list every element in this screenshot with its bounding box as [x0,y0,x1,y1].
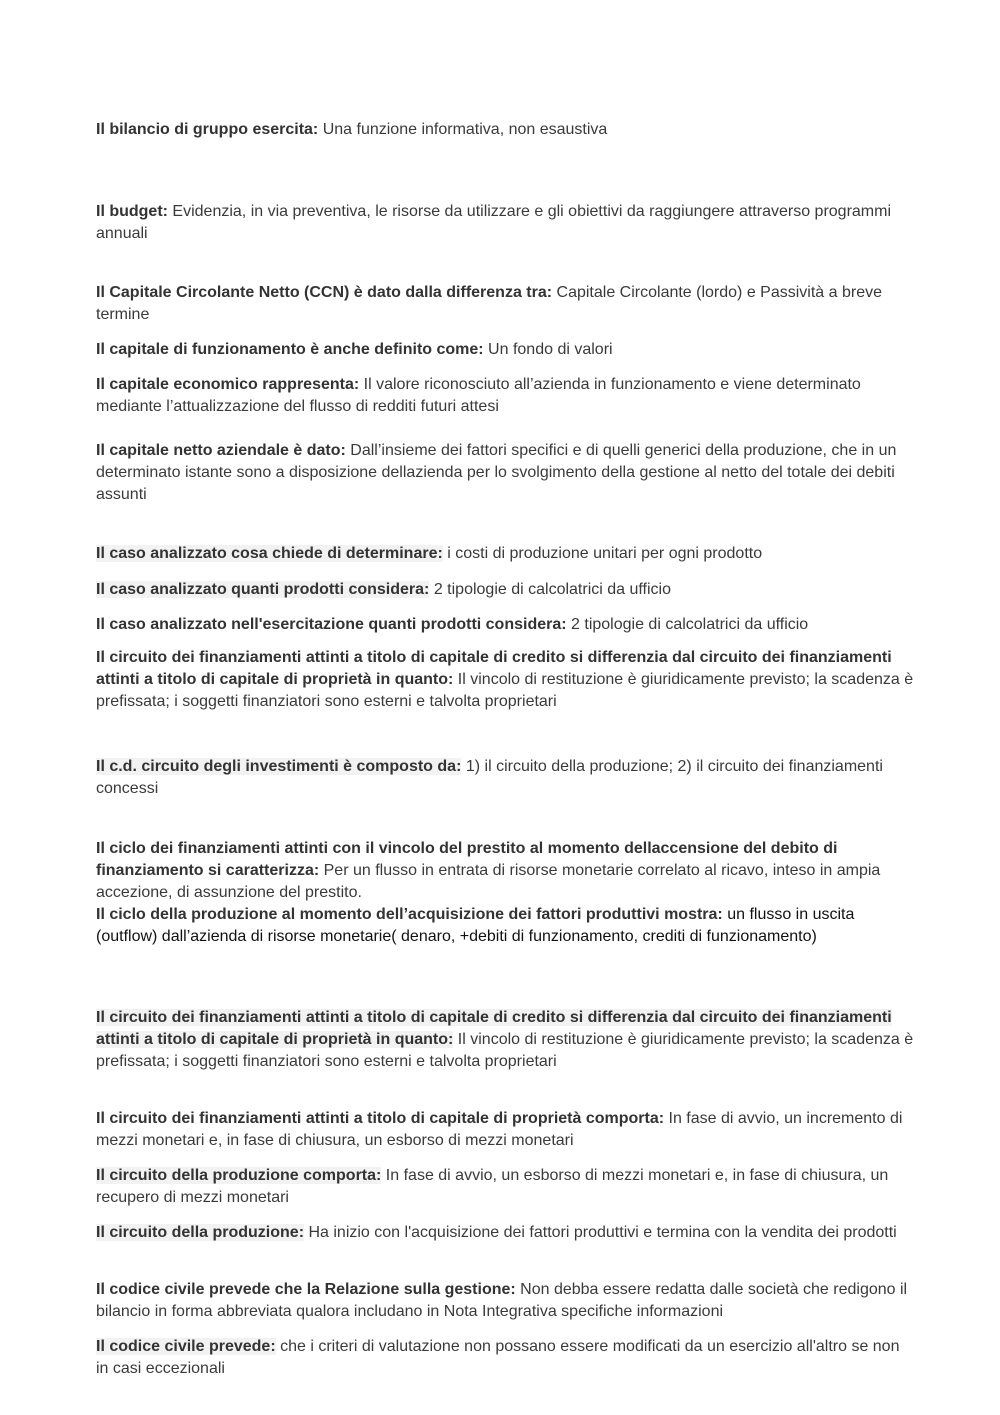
answer-text: Evidenzia, in via preventiva, le risorse da utilizzare e gli obiettivi da raggiungere attraverso programmi annuali [96,203,891,242]
qa-entry [96,1007,916,1073]
qa-entry [96,1108,916,1152]
qa-entry [96,440,916,506]
question-text: Il circuito dei finanziamenti attinti a titolo di capitale di credito si differenzia dal circuito dei finanziamenti attinti a titolo di capitale di proprietà in quanto: [96,1009,892,1048]
answer-text: In fase di avvio, un incremento di mezzi monetari e, in fase di chiusura, un esborso di mezzi monetari [96,1110,903,1149]
question-text: Il budget: [96,203,168,220]
qa-entry [96,543,916,565]
question-text: Il bilancio di gruppo esercita: [96,121,319,138]
question-text: Il capitale netto aziendale è dato: [96,442,346,459]
question-text: Il caso analizzato nell'esercitazione quanti prodotti considera: [96,616,567,633]
qa-entry [96,282,916,326]
answer-text: Dall’insieme dei fattori specifici e di quelli generici della produzione, che in un determinato istante sono a disposizione dellazienda per lo svolgimento della gestione al netto del totale dei debiti assunti [96,442,897,503]
qa-entry [96,614,916,636]
answer-text: Un fondo di valori [483,341,613,358]
answer-text: Una funzione informativa, non esaustiva [318,121,608,138]
answer-text: Ha inizio con l'acquisizione dei fattori produttivi e termina con la vendita dei prodotti [304,1224,897,1241]
qa-entry [96,119,916,141]
question-text: Il c.d. circuito degli investimenti è composto da: [96,758,462,775]
question-text: Il codice civile prevede: [96,1338,276,1355]
question-text: Il circuito della produzione: [96,1224,305,1241]
answer-text: 2 tipologie di calcolatrici da ufficio [566,616,809,633]
question-text: Il caso analizzato quanti prodotti considera: [96,581,430,598]
answer-text: 1) il circuito della produzione; 2) il circuito dei finanziamenti concessi [96,758,883,797]
qa-entry [96,1279,916,1323]
question-text: Il ciclo dei finanziamenti attinti con il vincolo del prestito al momento dellaccensione del debito di finanziamento si caratterizza: [96,840,838,879]
question-text: Il capitale di funzionamento è anche definito come: [96,341,484,358]
qa-entry [96,1222,916,1244]
question-text: Il circuito dei finanziamenti attinti a titolo di capitale di credito si differenzia dal circuito dei finanziamenti attinti a titolo di capitale di proprietà in quanto: [96,649,892,688]
answer-text: In fase di avvio, un esborso di mezzi monetari e, in fase di chiusura, un recupero di mezzi monetari [96,1167,889,1206]
answer-text: Capitale Circolante (lordo) e Passività a breve termine [96,284,883,323]
answer-text: i costi di produzione unitari per ogni prodotto [442,545,763,562]
answer-text: 2 tipologie di calcolatrici da ufficio [429,581,671,598]
qa-entry [96,904,916,948]
qa-entry [96,579,916,601]
question-text: Il caso analizzato cosa chiede di determinare: [96,545,443,562]
question-text: Il capitale economico rappresenta: [96,376,360,393]
qa-entry [96,374,916,418]
answer-text: Il vincolo di restituzione è giuridicamente previsto; la scadenza è prefissata; i soggetti finanziatori sono esterni e talvolta proprietari [96,1031,914,1070]
question-text: Il circuito della produzione comporta: [96,1167,382,1184]
answer-text: Per un flusso in entrata di risorse monetarie correlato al ricavo, inteso in ampia accezione, di assunzione del prestito. [96,862,881,901]
qa-entry [96,838,916,904]
qa-entry [96,1336,916,1380]
qa-entry [96,756,916,800]
question-text: Il circuito dei finanziamenti attinti a titolo di capitale di proprietà comporta: [96,1110,665,1127]
question-text: Il ciclo della produzione al momento dell’acquisizione dei fattori produttivi mostra: [96,906,723,923]
qa-entry [96,339,916,361]
qa-entry [96,1165,916,1209]
answer-text: Il valore riconosciuto all’azienda in funzionamento e viene determinato mediante l’attualizzazione del flusso di redditi futuri attesi [96,376,861,415]
answer-text: che i criteri di valutazione non possano essere modificati da un esercizio all'altro se non in casi eccezionali [96,1338,900,1377]
question-text: Il codice civile prevede che la Relazione sulla gestione: [96,1281,516,1298]
qa-entry [96,201,916,245]
question-text: Il Capitale Circolante Netto (CCN) è dato dalla differenza tra: [96,284,553,301]
answer-text: Il vincolo di restituzione è giuridicamente previsto; la scadenza è prefissata; i soggetti finanziatori sono esterni e talvolta proprietari [96,671,914,710]
qa-entry [96,647,916,713]
answer-text: un flusso in uscita (outflow) dall’azienda di risorse monetarie( denaro, +debiti di funzionamento, crediti di funzionamento) [96,906,855,945]
answer-text: Non debba essere redatta dalle società che redigono il bilancio in forma abbreviata qualora includano in Nota Integrativa specifiche informazioni [96,1281,908,1320]
